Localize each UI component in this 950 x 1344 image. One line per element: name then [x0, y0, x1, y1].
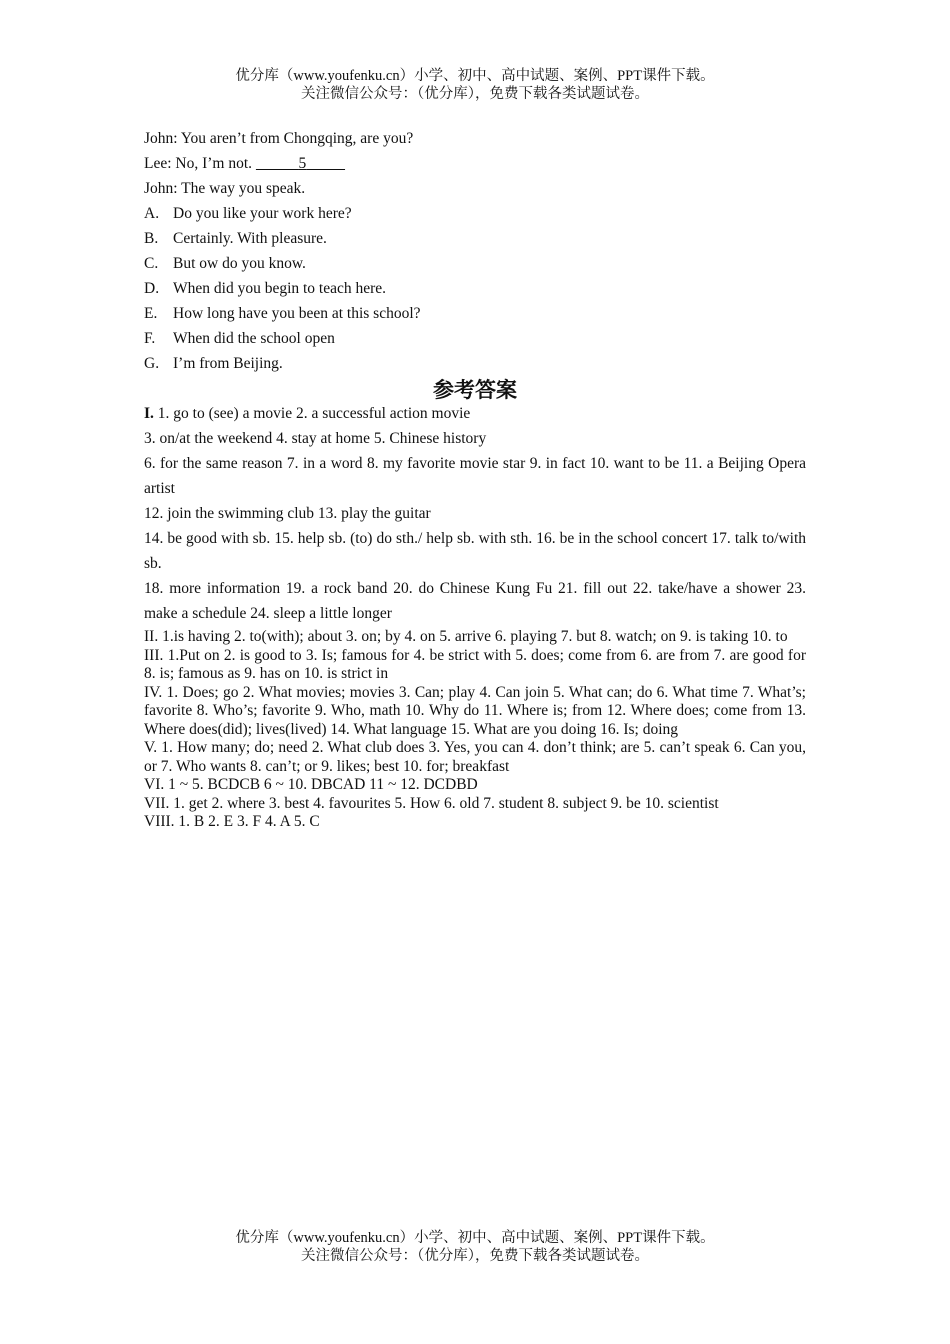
option-letter: C. — [144, 255, 159, 272]
dialogue-line-3: John: The way you speak. — [144, 180, 306, 197]
option-letter: F. — [144, 330, 156, 347]
option-text: Certainly. With pleasure. — [173, 230, 327, 247]
dialogue-line-2 — [144, 151, 806, 176]
option-text: When did you begin to teach here. — [173, 280, 387, 297]
section-1-line: 18. more information 19. a rock band 20. do Chinese Kung Fu 21. fill out 22. take/have a shower 23. make a schedule 24. sleep a little longer — [144, 580, 806, 622]
header-line-2: 关注微信公众号：（优分库），免费下载各类试题试卷。 — [301, 86, 649, 102]
section-1-label: I. — [144, 405, 154, 422]
options-list — [144, 201, 806, 376]
answer-section-8: VIII. 1. B 2. E 3. F 4. A 5. C — [144, 813, 320, 830]
dialogue-line-1: John: You aren’t from Chongqing, are you? — [144, 130, 414, 147]
section-1-line: 12. join the swimming club 13. play the guitar — [144, 505, 431, 522]
option-c — [144, 251, 806, 276]
option-text: I’m from Beijing. — [173, 355, 283, 372]
answer-section-5: V. 1. How many; do; need 2. What club does 3. Yes, you can 4. don’t think; are 5. can’t speak 6. Can you, or 7. Who wants 8. can’t; or 9. likes; best 10. for; breakfast — [144, 739, 806, 775]
option-text: When did the school open — [173, 330, 335, 347]
answer-title: 参考答案 — [433, 378, 517, 402]
answer-section-4: IV. 1. Does; go 2. What movies; movies 3. Can; play 4. Can join 5. What can; do 6. What time 7. What’s; favorite 8. Who’s; favorite 9. Who, math 10. Why do 11. Where is; from 12. Where does; come from 13. Where does(did); lives(lived) 14. What language 15. What are you doing 16. Is; doing — [144, 683, 806, 738]
document-body — [144, 126, 806, 832]
option-letter: G. — [144, 355, 160, 372]
answer-section-3: III. 1.Put on 2. is good to 3. Is; famous for 4. be strict with 5. does; come from 6. are from 7. are good for 8. is; famous as 9. has on 10. is strict in — [144, 646, 806, 682]
answer-section-7: VII. 1. get 2. where 3. best 4. favourites 5. How 6. old 7. student 8. subject 9. be 10. scientist — [144, 794, 719, 812]
section-1-line: 14. be good with sb. 15. help sb. (to) do sth./ help sb. with sth. 16. be in the school concert 17. talk to/with sb. — [144, 530, 806, 572]
option-letter: A. — [144, 205, 160, 222]
header-line-1: 优分库（www.youfenku.cn）小学、初中、高中试题、案例、PPT课件下载。 — [235, 68, 715, 84]
option-a — [144, 201, 806, 226]
answer-sections — [144, 628, 806, 832]
footer-line-1: 优分库（www.youfenku.cn）小学、初中、高中试题、案例、PPT课件下载。 — [235, 1230, 715, 1246]
answer-section-1 — [144, 401, 806, 626]
page-header — [0, 67, 950, 103]
option-e — [144, 301, 806, 326]
answer-blank — [256, 151, 345, 176]
answer-section-2: II. 1.is having 2. to(with); about 3. on; by 4. on 5. arrive 6. playing 7. but 8. watch; on 9. is taking 10. to — [144, 628, 788, 645]
option-f — [144, 326, 806, 351]
footer-line-2: 关注微信公众号：（优分库），免费下载各类试题试卷。 — [301, 1248, 649, 1264]
option-text: But ow do you know. — [173, 255, 306, 272]
option-text: Do you like your work here? — [173, 205, 352, 222]
option-b — [144, 226, 806, 251]
page-footer — [0, 1229, 950, 1265]
section-1-line: 6. for the same reason 7. in a word 8. my favorite movie star 9. in fact 10. want to be 11. a Beijing Opera artist — [144, 455, 806, 497]
option-letter: E. — [144, 305, 158, 322]
blank-number: 5 — [298, 155, 307, 172]
section-1-text: 1. go to (see) a movie 2. a successful action movie — [153, 405, 471, 422]
section-1-line: 3. on/at the weekend 4. stay at home 5. Chinese history — [144, 430, 487, 447]
option-letter: B. — [144, 230, 159, 247]
dialogue-line-2-text: Lee: No, I’m not. — [144, 155, 256, 172]
option-letter: D. — [144, 280, 160, 297]
option-g — [144, 351, 806, 376]
answer-section-6: VI. 1 ~ 5. BCDCB 6 ~ 10. DBCAD 11 ~ 12. DCDBD — [144, 776, 478, 793]
option-d — [144, 276, 806, 301]
option-text: How long have you been at this school? — [173, 305, 421, 322]
section-1-line — [144, 401, 806, 426]
